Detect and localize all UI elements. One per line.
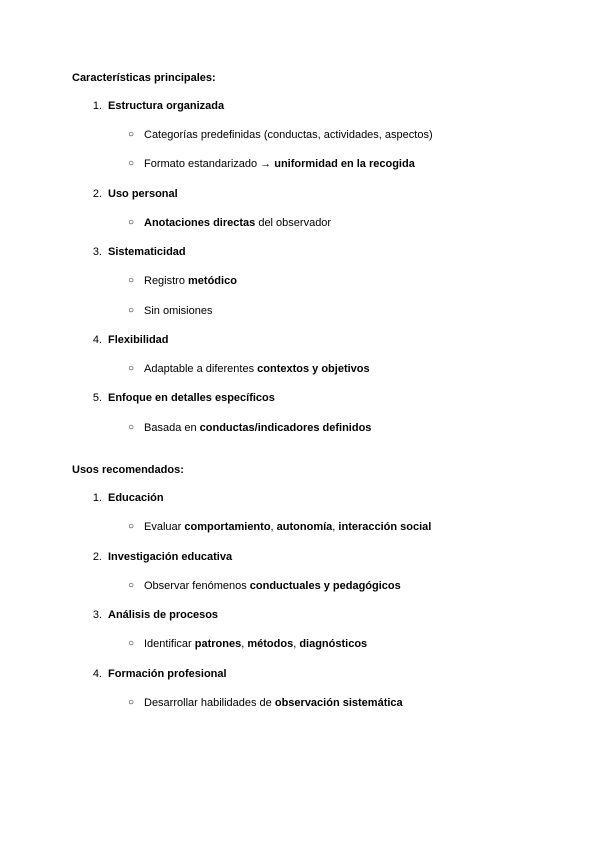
- bullet-icon: ○: [128, 580, 135, 591]
- list-item-title: Educación: [108, 492, 164, 504]
- sub-item-text: Observar fenómenos: [144, 580, 250, 592]
- sub-item-text: Categorías predefinidas (conductas, actividades, aspectos): [144, 129, 433, 141]
- bullet-icon: ○: [128, 697, 135, 708]
- list-item-title: Estructura organizada: [108, 100, 225, 112]
- sub-item-emphasis: conductas/indicadores definidos: [199, 422, 372, 434]
- sub-item: [144, 362, 370, 376]
- list-item-title: Análisis de procesos: [108, 609, 219, 621]
- bullet-icon: ○: [128, 422, 135, 433]
- list-number: 3.: [92, 246, 102, 258]
- sub-item-emphasis: interacción social: [338, 521, 432, 533]
- sub-item-text: Registro: [144, 275, 189, 287]
- bullet-icon: ○: [128, 217, 135, 228]
- bullet-icon: ○: [128, 363, 135, 374]
- sub-item-text: Sin omisiones: [144, 305, 213, 317]
- sub-item-text: del observador: [255, 217, 332, 229]
- sub-item: [144, 157, 415, 171]
- sub-item: [144, 421, 371, 435]
- sub-item-text: Formato estandarizado →: [144, 158, 275, 170]
- sub-item-text: Identificar: [144, 638, 195, 650]
- sub-item-emphasis: contextos y objetivos: [257, 363, 370, 375]
- list-number: 5.: [92, 392, 102, 404]
- list-item-title: Investigación educativa: [108, 551, 233, 563]
- list-number: 2.: [92, 188, 102, 200]
- bullet-icon: ○: [128, 521, 135, 532]
- sub-item-emphasis: autonomía: [276, 521, 333, 533]
- sub-item-emphasis: observación sistemática: [274, 697, 403, 709]
- list-number: 4.: [92, 668, 102, 680]
- bullet-icon: ○: [128, 158, 135, 169]
- sub-item-text: Adaptable a diferentes: [144, 363, 258, 375]
- sub-item-text: ,: [241, 638, 248, 650]
- list-item-title: Enfoque en detalles específicos: [108, 392, 275, 404]
- sub-item-emphasis: metódico: [188, 275, 237, 287]
- list-item-title: Sistematicidad: [108, 246, 186, 258]
- sub-item-text: Desarrollar habilidades de: [144, 697, 275, 709]
- sub-item-text: Evaluar: [144, 521, 185, 533]
- sub-item-emphasis: diagnósticos: [299, 638, 368, 650]
- sub-item: [144, 696, 403, 710]
- list-number: 4.: [92, 334, 102, 346]
- sub-item-text: ,: [293, 638, 300, 650]
- list-number: 1.: [92, 492, 102, 504]
- bullet-icon: ○: [128, 129, 135, 140]
- list-number: 2.: [92, 551, 102, 563]
- bullet-icon: ○: [128, 305, 135, 316]
- sub-item-emphasis: conductuales y pedagógicos: [249, 580, 401, 592]
- list-item-title: Formación profesional: [108, 668, 227, 680]
- sub-item: [144, 637, 367, 651]
- sub-item: [144, 304, 212, 318]
- sub-item-emphasis: métodos: [247, 638, 294, 650]
- section-heading: Características principales:: [72, 72, 216, 84]
- bullet-icon: ○: [128, 638, 135, 649]
- list-item-title: Flexibilidad: [108, 334, 169, 346]
- sub-item-emphasis: Anotaciones directas: [144, 217, 256, 229]
- list-number: 3.: [92, 609, 102, 621]
- list-number: 1.: [92, 100, 102, 112]
- bullet-icon: ○: [128, 275, 135, 286]
- sub-item-emphasis: uniformidad en la recogida: [274, 158, 415, 170]
- sub-item-text: ,: [270, 521, 277, 533]
- sub-item: [144, 128, 433, 142]
- sub-item: [144, 216, 331, 230]
- sub-item: [144, 274, 237, 288]
- list-item-title: Uso personal: [108, 188, 178, 200]
- section-heading: Usos recomendados:: [72, 464, 184, 476]
- sub-item-emphasis: patrones: [194, 638, 242, 650]
- sub-item: [144, 579, 401, 593]
- sub-item-emphasis: comportamiento: [184, 521, 271, 533]
- sub-item: [144, 520, 431, 534]
- sub-item-text: Basada en: [144, 422, 200, 434]
- sub-item-text: ,: [332, 521, 339, 533]
